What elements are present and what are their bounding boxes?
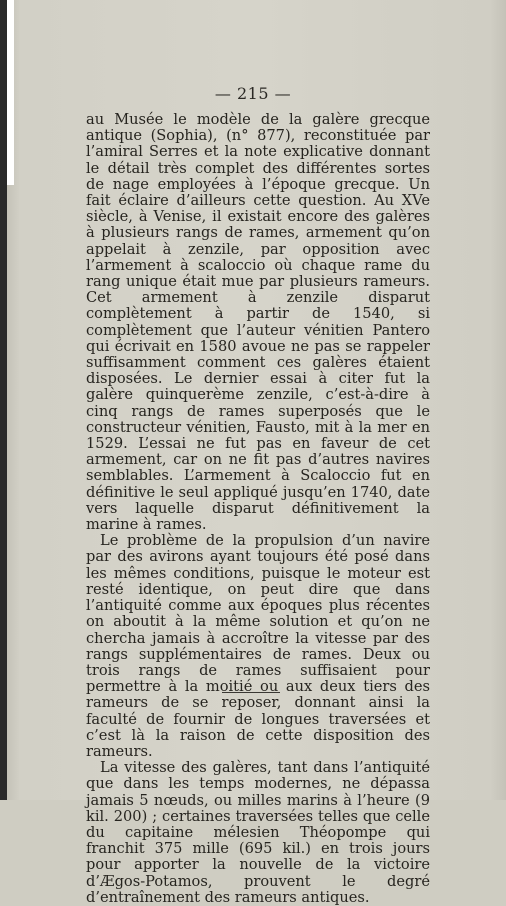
paragraph-3: La vitesse des galères, tant dans l’antiquité que dans les temps modernes, ne dépassa jamais 5 nœuds, ou milles marins à l’heure (9 kil. 200) ; certaines traversées telles que celle du capitaine mélesien Théopompe qui franchit 375 mille (695 kil.) en trois jours pour apporter la nouvelle de la victoire d’Ægos-Potamos, prouvent le degré d’entraînement des rameurs antiques. <box>86 759 430 906</box>
end-rule <box>222 692 280 693</box>
body-text <box>86 112 430 906</box>
paragraph-2: Le problème de la propulsion d’un navire par des avirons ayant toujours été posé dans les mêmes conditions, puisque le moteur est resté identique, on peut dire que dans l’antiquité comme aux époques plus récentes on aboutit à la même solution et qu’on ne chercha jamais à accroître la vitesse par des rangs supplémentaires de rames. Deux ou trois rangs de rames suffisaient pour permettre à la moitié ou aux deux tiers des rameurs de se reposer, donnant ainsi la faculté de fournir de longues traversées et c’est là la raison de cette disposition des rameurs. <box>86 532 430 760</box>
page-edge-shadow <box>0 0 7 800</box>
paragraph-1: au Musée le modèle de la galère grecque antique (Sophia), (n° 877), reconstituée par l’amiral Serres et la note explicative donnant le détail très complet des différentes sortes de nage employées à l’époque grecque. Un fait éclaire d’ailleurs cette question. Au XVe siècle, à Venise, il existait encore des galères à plusieurs rangs de rames, armement qu’on appelait à zenzile, par opposition avec l’armement à scaloccio où chaque rame du rang unique était mue par plusieurs rameurs. Cet armement à zenzile disparut complètement à partir de 1540, si complètement que l’auteur vénitien Pantero qui écrivait en 1580 avoue ne pas se rappeler suffisamment comment ces galères étaient disposées. Le dernier essai à citer fut la galère quinquerème zenzile, c’est-à-dire à cinq rangs de rames superposés que le constructeur vénitien, Fausto, mit à la mer en 1529. L’essai ne fut pas en faveur de cet armement, car on ne fit pas d’autres navires semblables. L’armement à Scaloccio fut en définitive le seul appliqué jusqu’en 1740, date vers laquelle disparut définitivement la marine à rames. <box>86 111 430 534</box>
page-number: — 215 — <box>214 84 292 103</box>
